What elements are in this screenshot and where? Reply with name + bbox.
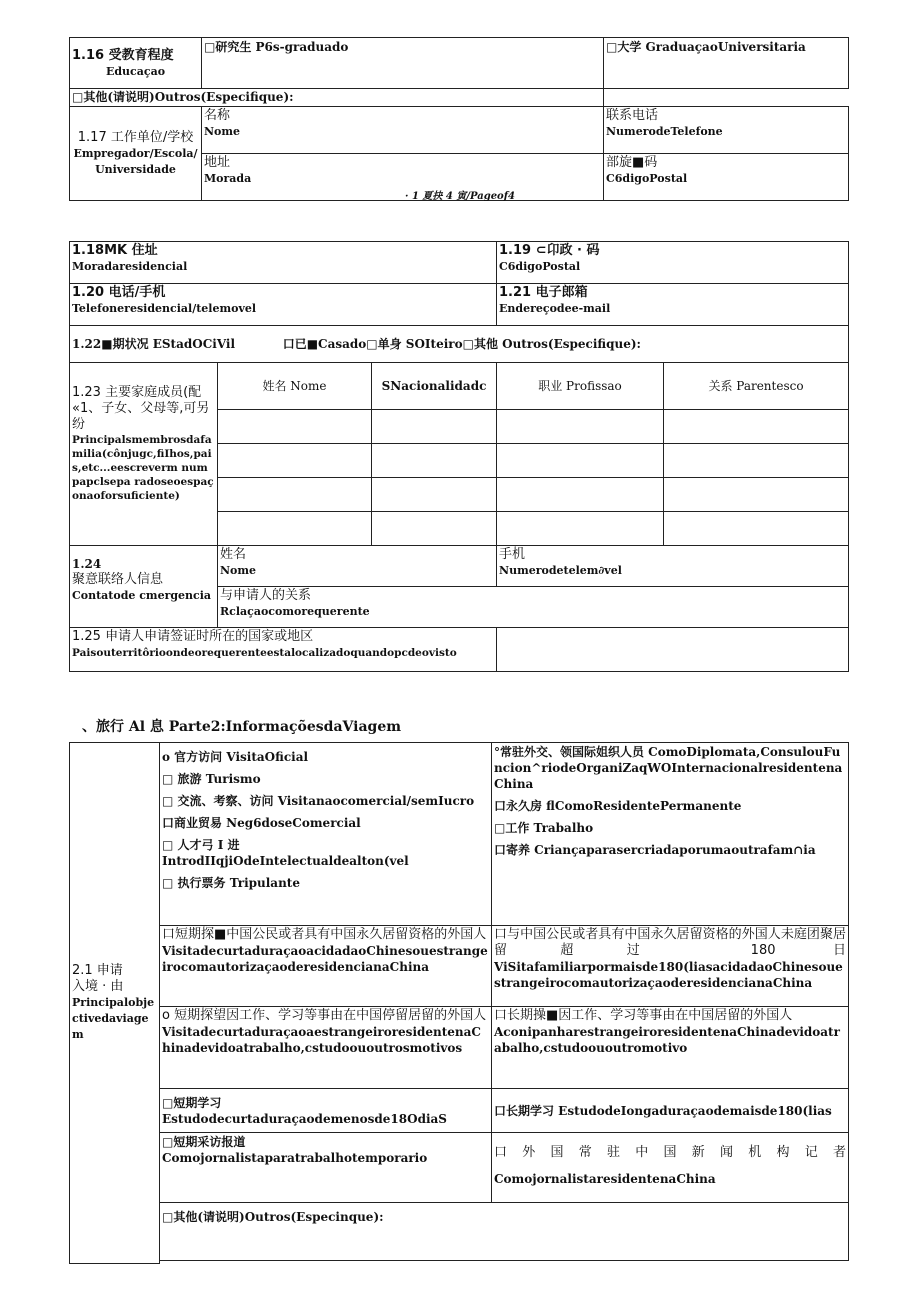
family-header-name: 姓名 Nome [218,363,372,410]
purpose-noncommercial[interactable]: □ 交流、考察、访问 Visitanaocomercial/semIucro [162,794,475,808]
family-cell[interactable] [218,444,372,478]
travel-purpose-table [69,742,848,1264]
employer-zip-field[interactable]: 部旋■码 C6digoPostal [604,154,849,201]
travel-purpose-label-cell: 2.1 申请 入境 · 由 Principalobjectivedaviagem [70,743,160,1264]
family-cell[interactable] [218,410,372,444]
family-cell[interactable] [497,410,664,444]
personal-info-table [69,241,848,672]
email-field[interactable]: 1.21 电子郎箱 Endereçodee-mail [497,284,849,326]
purpose-long-study[interactable]: 口长期学习 EstudodeIongaduraçaodemaisde180(lias [492,1089,849,1133]
employer-label-zh: 1.17 工作单位/学校 [77,129,194,145]
family-header-nationality: SNacionalidadc [372,363,497,410]
phone-mobile-field[interactable]: 1.20 电话/手机 Telefoneresidencial/telemovel [70,284,497,326]
purpose-resident-journalist[interactable]: 口外国常驻中国新闻机构记者 ComojornalistaresidentenaChina [492,1133,849,1203]
family-cell[interactable] [218,478,372,512]
family-cell[interactable] [664,444,849,478]
emergency-relation-field[interactable]: 与申请人的关系 Rclaçaocomorequerente [218,587,849,628]
purpose-short-family-visit[interactable]: 口短期探■中国公民或者具有中国永久居留资格的外国人 VisitadecurtaduraçaoacidadaoChinesouestrangeirocomautorizaçaoderesidencianaChina [160,926,492,1007]
emergency-contact-label-cell: 1.24 聚意联络人信息 Contatode cmergencia [70,546,218,628]
education-employer-table [69,37,848,183]
employer-label-pt: Empregador/Escola/ Universidade [73,146,198,176]
purpose-crew[interactable]: □ 执行票务 Tripulante [162,876,300,890]
purpose-options-left [160,743,492,926]
purpose-tourism[interactable]: □ 旅游 Turismo [162,772,261,786]
education-label-zh: 1.16 受教育程度 [72,47,174,63]
family-cell[interactable] [497,478,664,512]
purpose-talent[interactable]: □ 人才弓 I 进 IntrodIIqjiOdeIntelectualdealton(vel [162,838,409,868]
purpose-accompany-resident[interactable]: 口长期操■因工作、学习等事由在中国居留的外国人 AconipanharestrangeiroresidentenaChinadevidoatrabalho,cstudoououtromotivo [492,1007,849,1089]
purpose-short-visit-resident[interactable]: o 短期探望因工作、学习等事由在中国停留居留的外国人 VisitadecurtaduraçaoaestrangeiroresidentenaChinadevidoatrabalho,cstudoououtrosmotivos [160,1007,492,1089]
family-cell[interactable] [497,444,664,478]
marital-status-row [70,326,849,363]
marital-status-label: 1.22■期状况 EStadOCiVil [72,337,236,351]
education-label-pt: Educaçao [105,64,166,78]
family-cell[interactable] [497,512,664,546]
residential-address-field[interactable]: 1.18MK 住址 Moradaresidencial [70,242,497,284]
postal-code-field[interactable]: 1.19 ⊂卬政 · 码 C6digoPostal [497,242,849,284]
family-members-label-cell: 1.23 主要家庭成员(配 «1、子女、父母等,可另 纷 Principalsmembrosdafamilia(cônjugc,fiIhos,pais,etc...eescreverm numpapclsepa radoseoespaçonaoforsuficiente) [70,363,218,546]
education-label-cell [70,38,202,89]
purpose-other[interactable]: □其他(请说明)Outros(Especinque): [160,1203,849,1261]
purpose-permanent-resident[interactable]: 口永久房 flComoResidentePermanente [494,799,742,813]
purpose-long-family-visit[interactable]: 口与中国公民或者具有中国永久居留资格的外国人未庭团聚居留超过 180 日 ViSitafamiliarpormaisde180(liasacidadaoChinesouestrangeirocomautorizaçaoderesidencianaChina [492,926,849,1007]
purpose-work[interactable]: □工作 Trabalho [494,821,594,835]
family-cell[interactable] [372,444,497,478]
marital-status-options[interactable]: 口已■Casado□单身 SOIteiro□其他 Outros(Especifique): [282,337,641,351]
family-cell[interactable] [372,512,497,546]
purpose-business[interactable]: 口商业贸易 Neg6doseComercial [162,816,361,830]
family-cell[interactable] [664,410,849,444]
emergency-name-field[interactable]: 姓名 Nome [218,546,497,587]
application-location-label: 1.25 申请人申请签证时所在的国家或地区 Paisouterritôrioondeorequerenteestalocalizadoquandopcdeovisto [70,628,497,672]
purpose-official[interactable]: o 官方访问 VisitaOficial [162,750,309,764]
purpose-short-study[interactable]: □短期学习 Estudodecurtaduraçaodemenosde18OdiaS [160,1089,492,1133]
family-header-relation: 关系 Parentesco [664,363,849,410]
purpose-options-right [492,743,849,926]
page-number: · 1 夏抉 4 寅/Pageof4 [405,191,515,202]
family-cell[interactable] [218,512,372,546]
purpose-foster[interactable]: 口寄养 Criançaparasercriadaporumaoutrafam∩ia [494,843,816,857]
education-option-other[interactable]: □其他(请说明)Outros(Especifique): [70,89,604,107]
employer-name-field[interactable]: 名称 Nome [202,107,604,154]
family-cell[interactable] [664,512,849,546]
part2-title: 、旅行 Al 息 Parte2:InformaçõesdaViagem [82,719,402,735]
family-cell[interactable] [372,410,497,444]
family-cell[interactable] [664,478,849,512]
education-option-postgrad[interactable]: □研究生 P6s-graduado [202,38,604,89]
family-header-profession: 职业 Profissao [497,363,664,410]
employer-phone-field[interactable]: 联系电话 NumerodeTelefone [604,107,849,154]
family-members-label-pt: Principalsmembrosdafamilia(cônjugc,fiIhos,pais,etc...eescreverm numpapclsepa radoseoespaçonaoforsuficiente) [72,434,214,502]
family-cell[interactable] [372,478,497,512]
employer-address-field[interactable]: 地址 Morada [202,154,604,201]
application-location-field[interactable] [497,628,849,672]
purpose-short-journalist[interactable]: □短期采访报道 Comojornalistaparatrabalhotemporario [160,1133,492,1203]
education-option-university[interactable]: □大学 GraduaçaoUniversitaria [604,38,849,89]
purpose-diplomat[interactable]: °常驻外交、领国际姐织人员 ComoDiplomata,ConsulouFuncion^riodeOrganiZaqWOInternacionalresidentenaChina [494,745,843,791]
emergency-mobile-field[interactable]: 手机 Numerodetelem∂vel [497,546,849,587]
